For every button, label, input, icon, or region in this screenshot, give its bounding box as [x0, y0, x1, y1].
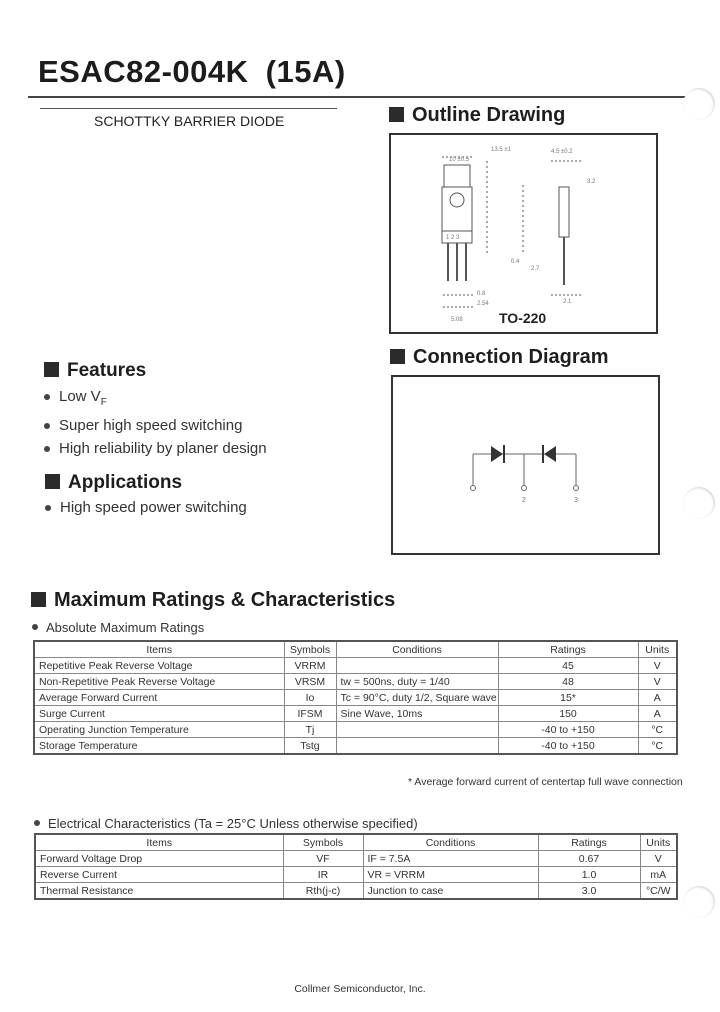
applications-list — [45, 496, 247, 519]
device-type: SCHOTTKY BARRIER DIODE — [94, 113, 285, 129]
table-row: Thermal Resistance Rth(j-c) Junction to case 3.0 °C/W — [35, 883, 677, 900]
column-header: Ratings — [538, 834, 640, 851]
column-header: Units — [640, 834, 677, 851]
dim-label: 3.2 — [587, 179, 596, 185]
absolute-ratings-table — [33, 640, 678, 755]
punch-hole — [683, 88, 715, 120]
dim-label: 5.08 — [451, 317, 463, 323]
company-footer: Collmer Semiconductor, Inc. — [294, 983, 426, 995]
table-row: Repetitive Peak Reverse Voltage VRRM 45 V — [34, 658, 677, 674]
applications-heading: Applications — [45, 472, 182, 494]
connection-heading: Connection Diagram — [390, 346, 609, 369]
diode-symbol-icon — [543, 445, 556, 463]
connection-diagram-box — [391, 375, 660, 555]
column-header: Items — [34, 641, 284, 658]
dim-label: 2.1 — [563, 299, 572, 305]
subtitle-divider — [40, 108, 337, 109]
pin-numbers: 1 2 3 — [446, 235, 460, 241]
table-footnote: * Average forward current of centertap full wave connection — [408, 776, 683, 788]
list-item: High speed power switching — [45, 496, 247, 519]
diode-symbol-icon — [491, 445, 504, 463]
column-header: Symbols — [283, 834, 363, 851]
column-header: Units — [638, 641, 677, 658]
table-row: Surge Current IFSM Sine Wave, 10ms 150 A — [34, 706, 677, 722]
table-row: Operating Junction Temperature Tj -40 to +150 °C — [34, 722, 677, 738]
outline-drawing-box — [389, 133, 658, 334]
diode-schematic — [393, 377, 658, 553]
part-number: ESAC82-004K — [38, 54, 249, 89]
square-bullet-icon — [45, 474, 60, 489]
column-header: Items — [35, 834, 283, 851]
table-row: Forward Voltage Drop VF IF = 7.5A 0.67 V — [35, 851, 677, 867]
list-item: Super high speed switching — [44, 414, 267, 437]
current-rating: (15A) — [265, 54, 346, 89]
square-bullet-icon — [390, 349, 405, 364]
package-label: TO-220 — [499, 310, 547, 326]
absolute-ratings-label: Absolute Maximum Ratings — [32, 620, 204, 635]
table-header-row — [34, 641, 677, 658]
electrical-label: Electrical Characteristics (Ta = 25°C Unless otherwise specified) — [34, 816, 418, 831]
column-header: Conditions — [363, 834, 538, 851]
dim-label: 2.54 — [477, 301, 489, 307]
list-item: High reliability by planer design — [44, 437, 267, 460]
square-bullet-icon — [31, 592, 46, 607]
dim-label: 0.8 — [477, 291, 486, 297]
column-header: Ratings — [498, 641, 638, 658]
page-title — [38, 54, 346, 90]
pin-label: 3 — [574, 497, 578, 504]
dim-label: 10 ±0.5 — [449, 157, 469, 163]
dim-label: 0.4 — [511, 259, 520, 265]
table-row: Reverse Current IR VR = VRRM 1.0 mA — [35, 867, 677, 883]
ratings-heading: Maximum Ratings & Characteristics — [31, 589, 395, 612]
title-divider — [28, 96, 692, 98]
column-header: Symbols — [284, 641, 336, 658]
punch-hole — [683, 886, 715, 918]
outline-heading: Outline Drawing — [389, 104, 565, 127]
square-bullet-icon — [389, 107, 404, 122]
list-item: Low $V_F$ — [44, 385, 267, 414]
square-bullet-icon — [44, 362, 59, 377]
table-row: Non-Repetitive Peak Reverse Voltage VRSM tw = 500ns, duty = 1/40 48 V — [34, 674, 677, 690]
electrical-characteristics-table — [34, 833, 678, 900]
to220-outline-drawing — [391, 135, 656, 332]
dim-label: 2.7 — [531, 266, 540, 272]
punch-hole — [683, 487, 715, 519]
dim-label: 13.5 ±1 — [491, 147, 511, 153]
table-row: Average Forward Current Io Tc = 90°C, duty 1/2, Square wave 15* A — [34, 690, 677, 706]
features-heading: Features — [44, 360, 146, 382]
table-header-row — [35, 834, 677, 851]
column-header: Conditions — [336, 641, 498, 658]
pin-label: 2 — [522, 497, 526, 504]
dim-label: 4.5 ±0.2 — [551, 149, 573, 155]
table-row: Storage Temperature Tstg -40 to +150 °C — [34, 738, 677, 755]
features-list — [44, 385, 267, 460]
